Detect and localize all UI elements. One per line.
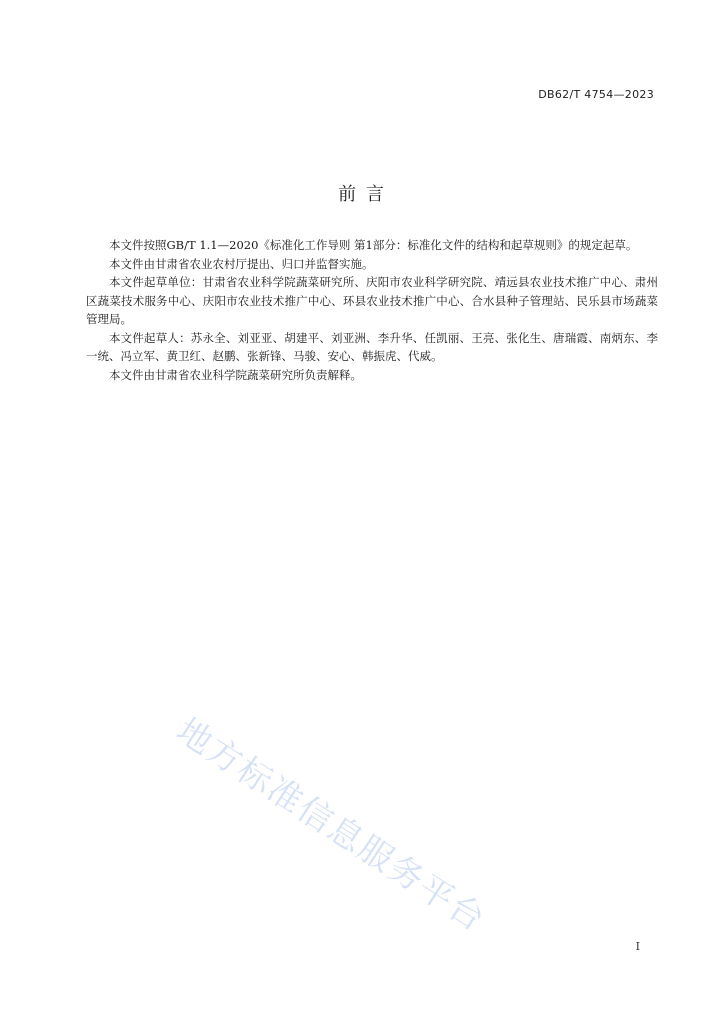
doc-code: DB62/T 4754—2023 [538,88,654,101]
page-title: 前 言 [338,184,386,205]
paragraph: 本文件起草单位：甘肃省农业科学院蔬菜研究所、庆阳市农业科学研究院、靖远县农业技术推广中心、肃州区蔬菜技术服务中心、庆阳市农业技术推广中心、环县农业技术推广中心、合水县种子管理站、民乐县市场蔬菜管理局。 [86,275,658,326]
paragraph: 本文件由甘肃省农业科学院蔬菜研究所负责解释。 [109,367,362,382]
paragraph: 本文件由甘肃省农业农村厅提出、归口并监督实施。 [109,256,374,271]
watermark: 地方标准信息服务平台 [169,710,493,941]
paragraph: 本文件起草人：苏永全、刘亚亚、胡建平、刘亚洲、李升华、任凯丽、王亮、张化生、唐瑞霞、南炳东、李一统、冯立军、黄卫红、赵鹏、张新锋、马骏、安心、韩振虎、代威。 [86,330,658,363]
paragraph: 本文件按照GB/T 1.1—2020《标准化工作导则 第1部分：标准化文件的结构和起草规则》的规定起草。 [109,238,638,252]
page-number: I [635,940,640,953]
foreword-body [86,236,658,384]
